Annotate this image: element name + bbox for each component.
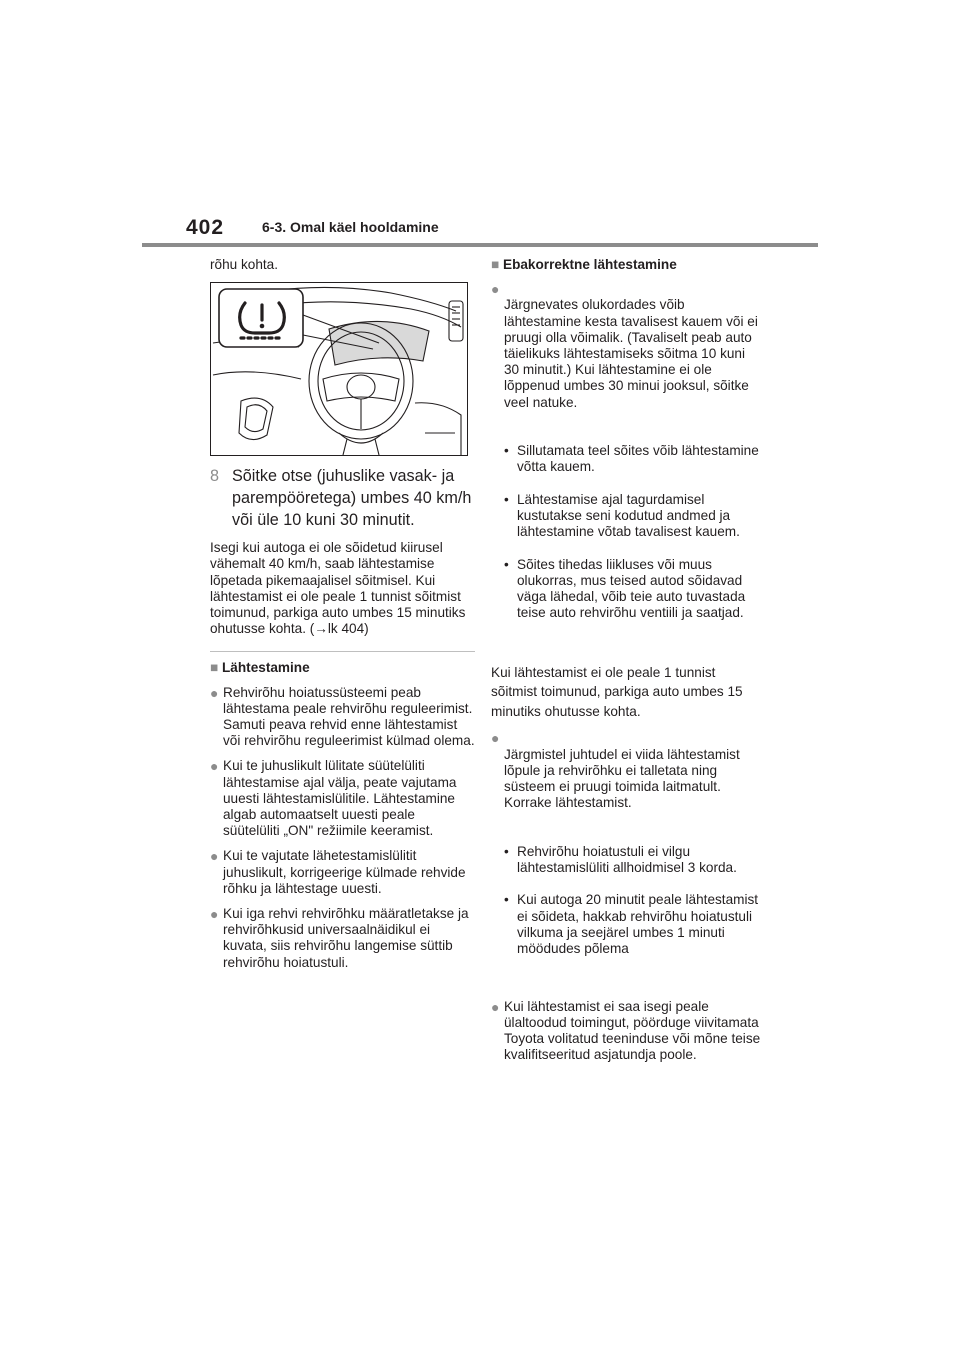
dash-bullet-icon: • [504,556,509,572]
dash-item [504,844,763,876]
dash-bullet-icon: • [504,892,509,908]
square-bullet-icon: ■ [210,660,219,676]
step-8 [210,465,475,531]
reset-note: Isegi kui autoga ei ole sõidetud kiirusel vähemalt 40 km/h, saab lähtestamise lõpetada pikemaajalisel sõitmisel. Kui lähtestamist ei ole peale 1 tunnist sõitmist toimunud, parkiga auto umbes 15 minutiks ohutusse kohta. (→lk 404) [210,540,466,637]
reset-heading-text: Lähtestamine [222,660,310,676]
plain-paragraph: Kui lähtestamist ei ole peale 1 tunnist sõitmist toimunud, parkiga auto umbes 15 minutiks ohutusse kohta. [491,664,743,719]
dash-item [504,492,763,541]
reset-heading [210,660,475,676]
bullet-text: Kui te juhuslikult lülitate süütelüliti lähtestamise ajal välja, peate vajutama uuesti lähtestamislülitile. Lähtestamine algab automaatselt uuesti peale süütelüliti „ON" režiimile keeramist. [223,758,457,839]
dash-text: Sõites tihedas liikluses või muus olukorras, mus teised autod sõidavad väga lähedal, võib teie auto tuvastada teise auto rehvirõhu ventiili ja saatjad. [517,556,746,621]
bullet-text: Kui iga rehvi rehvirõhku määratletakse ja rehvirõhkusid universaalnäidikul ei kuvata, siis rehvirõhu langemise süttib rehvirõhu hoiatustuli. [223,906,469,970]
incorrect-reset-heading [491,257,763,273]
bullet-icon: ● [491,281,500,298]
bullet-text: Kui te vajutate lähetestamislülitit juhuslikult, korrigeerige külmade rehvide rõhku ja lähtestage uuesti. [223,848,466,896]
list-item [491,730,763,989]
dash-bullet-icon: • [504,491,509,507]
section-title: 6-3. Omal käel hooldamine [262,219,439,235]
bullet-icon: ● [210,848,219,865]
dash-text: Sillutamata teel sõites võib lähtestamine võtta kauem. [517,443,759,475]
bullet-icon: ● [210,684,219,701]
bullet-icon: ● [210,758,219,775]
dash-text: Rehvirõhu hoiatustuli ei vilgu lähtestamislüliti allhoidmisel 3 korda. [517,843,737,875]
bullet-text: Rehvirõhu hoiatussüsteemi peab lähtestama peale rehvirõhu reguleerimist. Samuti peava rehvid enne lähtestamist või rehvirõhu reguleerimist külmad olema. [223,684,475,749]
header-rule [142,243,818,247]
step-text: Sõitke otse (juhuslike vasak- ja parempööretega) umbes 40 km/h või üle 10 kuni 30 minutit. [232,467,472,530]
dash-item [504,892,763,957]
left-column [210,257,475,980]
list-item [491,999,763,1064]
list-item [491,281,763,654]
right-column [491,257,763,1072]
dash-text: Lähtestamise ajal tagurdamisel kustutakse seni kodutud andmed ja lähtestamine võtab tavalisest kauem. [517,491,740,540]
dash-item [504,557,763,622]
list-item [210,848,475,897]
bullet-icon: ● [491,998,500,1015]
bullet-text: Kui lähtestamist ei saa isegi peale ülaltoodud toimingut, pöörduge viivitamata Toyota volitatud teeninduse või mõne teise kvalifitseeritud asjatundja poole. [504,998,761,1063]
lead-text: rõhu kohta. [210,257,279,272]
bullet-text: Järgnevates olukordades võib lähtestamine kesta tavalisest kauem või ei pruugi olla võimalik. (Tavaliselt peab auto täielikuks lähtestamiseks sõitma 10 kuni 30 minutit.) Kui lähtestamine ei ole lõppenud umbes 30 minui jooksul, sõitke veel natuke. [504,297,758,410]
dash-bullet-icon: • [504,443,509,459]
step-number: 8 [210,467,220,486]
square-bullet-icon: ■ [491,257,500,272]
dash-bullet-icon: • [504,843,509,859]
list-item [210,758,475,839]
section-divider [210,651,475,652]
bullet-icon: ● [491,730,500,747]
incorrect-reset-heading-text: Ebakorrektne lähtestamine [503,257,677,272]
dashboard-illustration [210,282,468,456]
dash-text: Kui autoga 20 minutit peale lähtestamist ei sõideta, hakkab rehvirõhu hoiatustuli vilkuma ja seejärel umbes 1 minuti möödudes põlema [517,892,759,957]
page-number: 402 [186,216,225,239]
bullet-text: Järgmistel juhtudel ei viida lähtestamist lõpule ja rehvirõhku ei talletata ning süsteem ei pruugi toimida laitmatult. Korrake lähtestamist. [504,746,740,811]
dash-item [504,443,763,475]
list-item [210,906,475,971]
tpms-warning-illustration [211,283,467,455]
list-item [210,685,475,750]
dash-list [504,427,763,638]
bullet-icon: ● [210,906,219,923]
dash-list [504,828,763,974]
